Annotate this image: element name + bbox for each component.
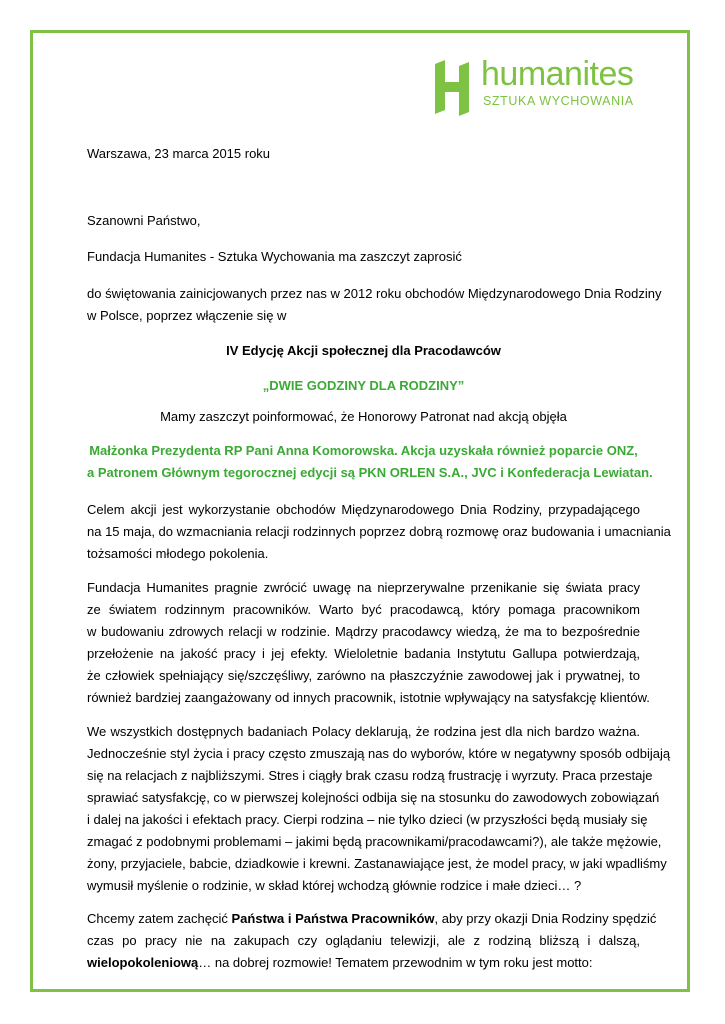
patronage-text: Mamy zaszczyt poinformować, że Honorowy Patronat nad akcją objęła bbox=[160, 409, 567, 424]
p3-line: We wszystkich dostępnych badaniach Polacy deklarują, że rodzina jest dla nich bardzo ważna. bbox=[87, 724, 640, 739]
p4-text: , aby przy okazji Dnia Rodziny spędzić bbox=[434, 911, 657, 926]
logo-tagline: SZTUKA WYCHOWANIA bbox=[483, 94, 634, 108]
p3-line: sprawiać satysfakcję, co w pierwszej kolejności odbija się na stosunku do zawodowych zobowiązań bbox=[87, 790, 660, 805]
p4-line-1 bbox=[87, 908, 657, 930]
p3-line: i dalej na jakości i efektach pracy. Cierpi rodzina – nie tylko dzieci (w przyszłości będą musiały się bbox=[87, 812, 648, 827]
letter-date: Warszawa, 23 marca 2015 roku bbox=[87, 146, 271, 161]
edition-heading: IV Edycję Akcji społecznej dla Pracodawców bbox=[226, 343, 501, 358]
humanites-logo bbox=[433, 55, 634, 116]
campaign-title: „DWIE GODZINY DLA RODZINY” bbox=[262, 378, 465, 393]
logo-wordmark: humanites bbox=[481, 55, 634, 93]
humanites-logo-mark bbox=[433, 60, 477, 116]
p4-text: Chcemy zatem zachęcić bbox=[87, 911, 232, 926]
p3-line: wymusił myślenie o rodzinie, w skład której wchodzą głównie rodzice i małe dzieci… ? bbox=[87, 878, 582, 893]
p2-line: również bardziej zaangażowany od innych pracownik, istotnie wpływający na satysfakcję klientów. bbox=[87, 690, 650, 705]
p4-bold: wielopokoleniową bbox=[87, 955, 199, 970]
patron-line-1: Małżonka Prezydenta RP Pani Anna Komorowska. Akcja uzyskała również poparcie ONZ, bbox=[89, 443, 638, 458]
p2-line: Fundacja Humanites pragnie zwrócić uwagę na nieprzerywalne przenikanie się świata pracy bbox=[87, 580, 640, 595]
p1-line: na 15 maja, do wzmacniania relacji rodzinnych poprzez dobrą rozmowę oraz budowania i umacniania bbox=[87, 524, 671, 539]
p2-line: w budowaniu zdrowych relacji w rodzinie. Mądrzy pracodawcy wiedzą, że ma to bezpośrednie bbox=[87, 624, 640, 639]
patron-line-2: a Patronem Głównym tegorocznej edycji są PKN ORLEN S.A., JVC i Konfederacja Lewiatan. bbox=[87, 465, 653, 480]
intro-line-2a: do świętowania zainicjowanych przez nas w 2012 roku obchodów Międzynarodowego Dnia Rodziny bbox=[87, 286, 662, 301]
p2-line: przełożenie na jakość pracy i jej efekty. Wieloletnie badania Instytutu Gallupa potwierdzają, bbox=[87, 646, 640, 661]
p4-bold: Państwa i Państwa Pracowników bbox=[231, 911, 435, 926]
intro-line-1: Fundacja Humanites - Sztuka Wychowania ma zaszczyt zaprosić bbox=[87, 249, 462, 264]
p2-line: ze światem rodzinnym pracowników. Warto być pracodawcą, który pomaga pracownikom bbox=[87, 602, 640, 617]
p1-line: Celem akcji jest wykorzystanie obchodów Międzynarodowego Dnia Rodziny, przypadającego bbox=[87, 502, 640, 517]
p3-line: zmagać z podobnymi problemami – jakimi będą pracownikami/pracodawcami?), ale także mężowie, bbox=[87, 834, 662, 849]
p4-text: … na dobrej rozmowie! Tematem przewodnim w tym roku jest motto: bbox=[198, 955, 593, 970]
p4-line-3 bbox=[87, 952, 592, 974]
p2-line: że człowiek spełniający się/szczęśliwy, zarówno na płaszczyźnie zawodowej jak i prywatnej, to bbox=[87, 668, 640, 683]
p3-line: żony, przyjaciele, babcie, dziadkowie i krewni. Zastanawiające jest, że model pracy, w jaki wpadliśmy bbox=[87, 856, 667, 871]
p3-line: Jednocześnie styl życia i pracy często zmuszają nas do wyborów, które w negatywny sposób odbijają bbox=[87, 746, 671, 761]
p3-line: się na relacjach z najbliższymi. Stres i ciągły brak czasu rodzą frustrację i wyrzuty. Praca przestaje bbox=[87, 768, 653, 783]
salutation: Szanowni Państwo, bbox=[87, 213, 201, 228]
intro-line-2b: w Polsce, poprzez włączenie się w bbox=[87, 308, 287, 323]
p4-line-2: czas po pracy nie na zakupach czy oglądaniu telewizji, ale z rodziną bliższą i dalszą, bbox=[87, 933, 640, 948]
p1-line: tożsamości młodego pokolenia. bbox=[87, 546, 269, 561]
